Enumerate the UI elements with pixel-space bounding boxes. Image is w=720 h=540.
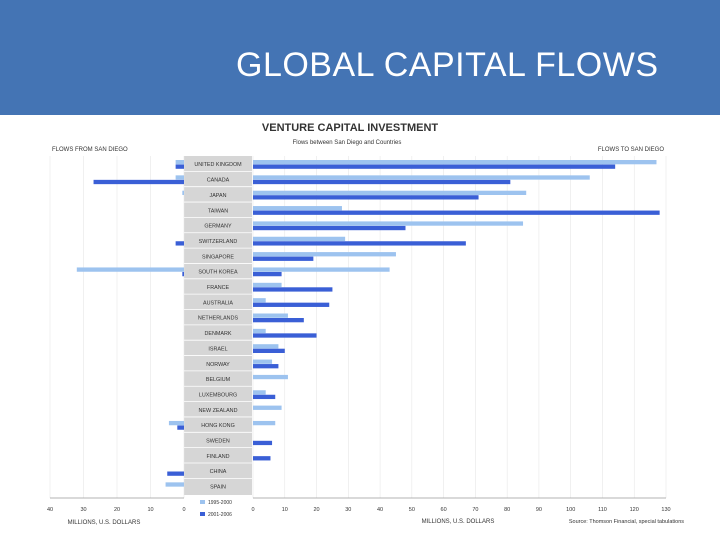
bar-from-2001-2006: [176, 165, 184, 169]
left-x-axis-title: MILLIONS, U.S. DOLLARS: [67, 520, 141, 526]
category-label: CHINA: [209, 469, 227, 476]
category-label: NEW ZEALAND: [198, 407, 238, 414]
bar-to-1995-2000: [253, 175, 590, 179]
bar-from-2001-2006: [182, 272, 184, 276]
bar-from-1995-2000: [166, 482, 184, 486]
bar-to-1995-2000: [253, 221, 523, 225]
bar-to-2001-2006: [253, 272, 282, 276]
bar-from-1995-2000: [176, 160, 184, 164]
bar-to-2001-2006: [253, 318, 304, 322]
category-label: CANADA: [206, 177, 230, 184]
right-tick-label: 70: [472, 507, 479, 513]
bar-from-1995-2000: [176, 175, 184, 179]
bar-to-2001-2006: [253, 441, 272, 445]
bar-to-2001-2006: [253, 241, 466, 245]
right-tick-label: 30: [345, 507, 352, 513]
bar-to-1995-2000: [253, 298, 266, 302]
category-label: ISRAEL: [208, 346, 228, 353]
category-label: SWEDEN: [206, 438, 230, 445]
bar-from-1995-2000: [169, 421, 184, 425]
bar-to-1995-2000: [253, 344, 278, 348]
right-tick-label: 0: [251, 507, 255, 513]
bar-to-2001-2006: [253, 195, 479, 199]
bar-to-1995-2000: [253, 360, 272, 364]
bar-to-1995-2000: [253, 314, 288, 318]
bar-to-1995-2000: [253, 283, 282, 287]
right-x-axis-title: MILLIONS, U.S. DOLLARS: [421, 519, 495, 525]
bar-to-1995-2000: [253, 421, 275, 425]
left-tick-label: 30: [80, 507, 87, 513]
left-tick-label: 0: [182, 507, 186, 513]
category-label: SWITZERLAND: [198, 238, 238, 245]
category-label: SINGAPORE: [201, 254, 235, 261]
bar-to-2001-2006: [253, 395, 275, 399]
category-label: FINLAND: [206, 453, 230, 460]
category-label: SOUTH KOREA: [198, 269, 238, 276]
right-tick-label: 110: [598, 507, 607, 513]
bar-to-2001-2006: [253, 287, 332, 291]
category-label: DENMARK: [204, 331, 232, 338]
bar-to-2001-2006: [253, 211, 660, 215]
bar-to-2001-2006: [253, 165, 615, 169]
category-label: NORWAY: [206, 361, 230, 368]
category-label: JAPAN: [209, 192, 227, 199]
category-label: SPAIN: [210, 484, 226, 491]
legend-swatch-1995-2000: [200, 500, 205, 504]
left-tick-label: 20: [113, 507, 121, 513]
bar-to-1995-2000: [253, 237, 345, 241]
chart-title: VENTURE CAPITAL INVESTMENT: [261, 122, 439, 134]
bar-to-1995-2000: [253, 252, 396, 256]
bar-from-2001-2006: [176, 241, 184, 245]
bar-to-2001-2006: [253, 226, 405, 230]
category-label: NETHERLANDS: [197, 315, 239, 322]
right-panel-label: FLOWS TO SAN DIEGO: [597, 147, 664, 153]
bar-to-2001-2006: [253, 349, 285, 353]
bar-to-2001-2006: [253, 303, 329, 307]
right-tick-label: 40: [377, 507, 384, 513]
bar-from-1995-2000: [182, 191, 184, 195]
bar-to-1995-2000: [253, 206, 342, 210]
bar-to-1995-2000: [253, 406, 282, 410]
right-tick-label: 50: [408, 507, 415, 513]
category-label: BELGIUM: [205, 377, 231, 384]
left-tick-label: 40: [46, 507, 54, 513]
right-tick-label: 60: [440, 507, 447, 513]
bar-from-1995-2000: [77, 267, 184, 271]
bar-to-1995-2000: [253, 191, 526, 195]
legend-label-1995-2000: 1995-2000: [208, 500, 232, 506]
category-label: TAIWAN: [207, 208, 229, 215]
slide-title: GLOBAL CAPITAL FLOWS: [236, 46, 659, 84]
right-tick-label: 120: [629, 507, 639, 513]
bar-to-2001-2006: [253, 333, 317, 337]
bar-to-1995-2000: [253, 160, 656, 164]
left-tick-label: 10: [147, 507, 154, 513]
right-tick-label: 20: [313, 507, 320, 513]
right-tick-label: 10: [281, 507, 288, 513]
category-label: AUSTRALIA: [203, 300, 233, 307]
legend-swatch-2001-2006: [200, 512, 205, 516]
bar-from-2001-2006: [94, 180, 184, 184]
bar-to-2001-2006: [253, 456, 270, 460]
right-tick-label: 130: [661, 507, 671, 513]
category-label: LUXEMBOURG: [198, 392, 238, 399]
bar-to-2001-2006: [253, 180, 510, 184]
bar-to-1995-2000: [253, 329, 266, 333]
category-label: HONG KONG: [201, 423, 235, 430]
plot-area: [47, 156, 671, 518]
right-tick-label: 100: [566, 507, 576, 513]
right-tick-label: 80: [504, 507, 511, 513]
bar-to-1995-2000: [253, 375, 288, 379]
left-panel-label: FLOWS FROM SAN DIEGO: [52, 147, 128, 153]
bar-from-2001-2006: [167, 472, 184, 476]
legend-label-2001-2006: 2001-2006: [208, 512, 232, 518]
bar-to-2001-2006: [253, 257, 313, 261]
right-tick-label: 90: [535, 507, 542, 513]
category-label: FRANCE: [206, 285, 230, 291]
category-label: GERMANY: [204, 223, 232, 230]
source-note: Source: Thomson Financial, special tabulations: [568, 519, 684, 525]
category-label: UNITED KINGDOM: [194, 162, 242, 169]
bar-to-1995-2000: [253, 390, 266, 394]
bar-to-2001-2006: [253, 364, 278, 368]
chart-subtitle: Flows between San Diego and Countries: [292, 140, 402, 146]
bar-to-1995-2000: [253, 267, 390, 271]
bar-from-2001-2006: [177, 425, 184, 429]
